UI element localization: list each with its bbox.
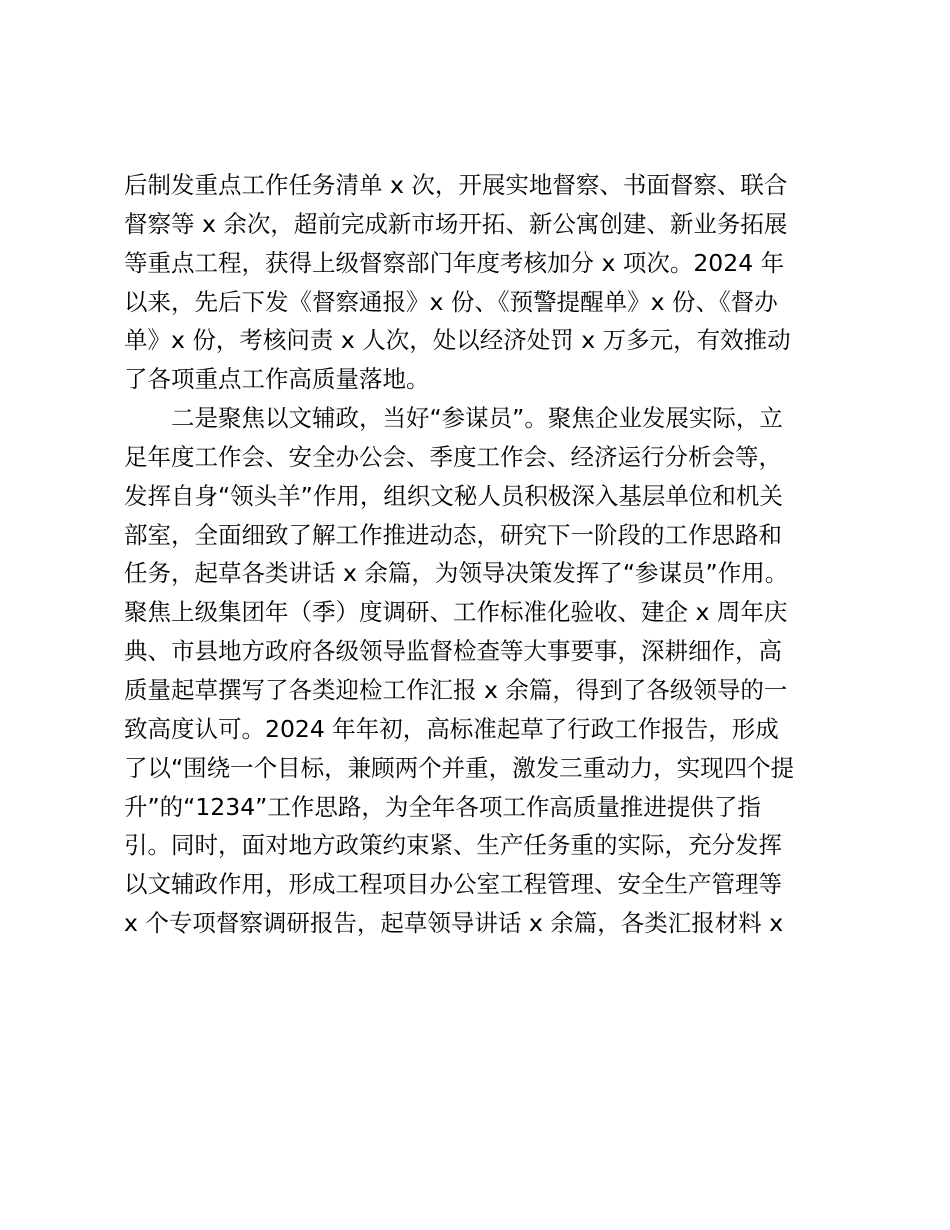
- text-line: 督察等 x 余次，超前完成新市场开拓、新公寓创建、新业务拓展: [124, 209, 788, 238]
- body-text: [124, 166, 844, 943]
- text-line: 引。同时，面对地方政策约束紧、生产任务重的实际，充分发挥: [124, 831, 782, 860]
- text-line: 典、市县地方政府各级领导监督检查等大事要事，深耕细作，高: [124, 637, 782, 666]
- text-line: 升”的“1234”工作思路，为全年各项工作高质量推进提供了指: [124, 792, 761, 821]
- text-line: 发挥自身“领头羊”作用，组织文秘人员积极深入基层单位和机关: [124, 481, 783, 510]
- text-line: 任务，起草各类讲话 x 余篇，为领导决策发挥了“参谋员”作用。: [124, 559, 789, 588]
- text-line: 单》x 份，考核问责 x 人次，处以经济处罚 x 万多元，有效推动: [124, 326, 791, 355]
- text-line: 质量起草撰写了各类迎检工作汇报 x 余篇，得到了各级领导的一: [124, 675, 788, 704]
- text-line: 致高度认可。2024 年年初，高标准起草了行政工作报告，形成: [124, 714, 779, 743]
- text-line: 部室，全面细致了解工作推进动态，研究下一阶段的工作思路和: [124, 520, 782, 549]
- text-line: 足年度工作会、安全办公会、季度工作会、经济运行分析会等，: [124, 442, 782, 471]
- text-line: 以来，先后下发《督察通报》x 份、《预警提醒单》x 份、《督办: [124, 287, 778, 316]
- text-line: 后制发重点工作任务清单 x 次，开展实地督察、书面督察、联合: [124, 171, 788, 199]
- text-line: 聚焦上级集团年（季）度调研、工作标准化验收、建企 x 周年庆: [124, 598, 788, 627]
- text-line: 等重点工程，获得上级督察部门年度考核加分 x 项次。2024 年: [124, 248, 785, 277]
- text-line: 了以“围绕一个目标，兼顾两个并重，激发三重动力，实现四个提: [124, 753, 795, 782]
- text-line: 以文辅政作用，形成工程项目办公室工程管理、安全生产管理等: [124, 870, 782, 899]
- text-line: x 个专项督察调研报告，起草领导讲话 x 余篇，各类汇报材料 x: [124, 909, 784, 938]
- text-line: 了各项重点工作高质量落地。: [124, 365, 430, 394]
- text-line: 二是聚焦以文辅政，当好“参谋员”。聚焦企业发展实际，立: [124, 404, 783, 433]
